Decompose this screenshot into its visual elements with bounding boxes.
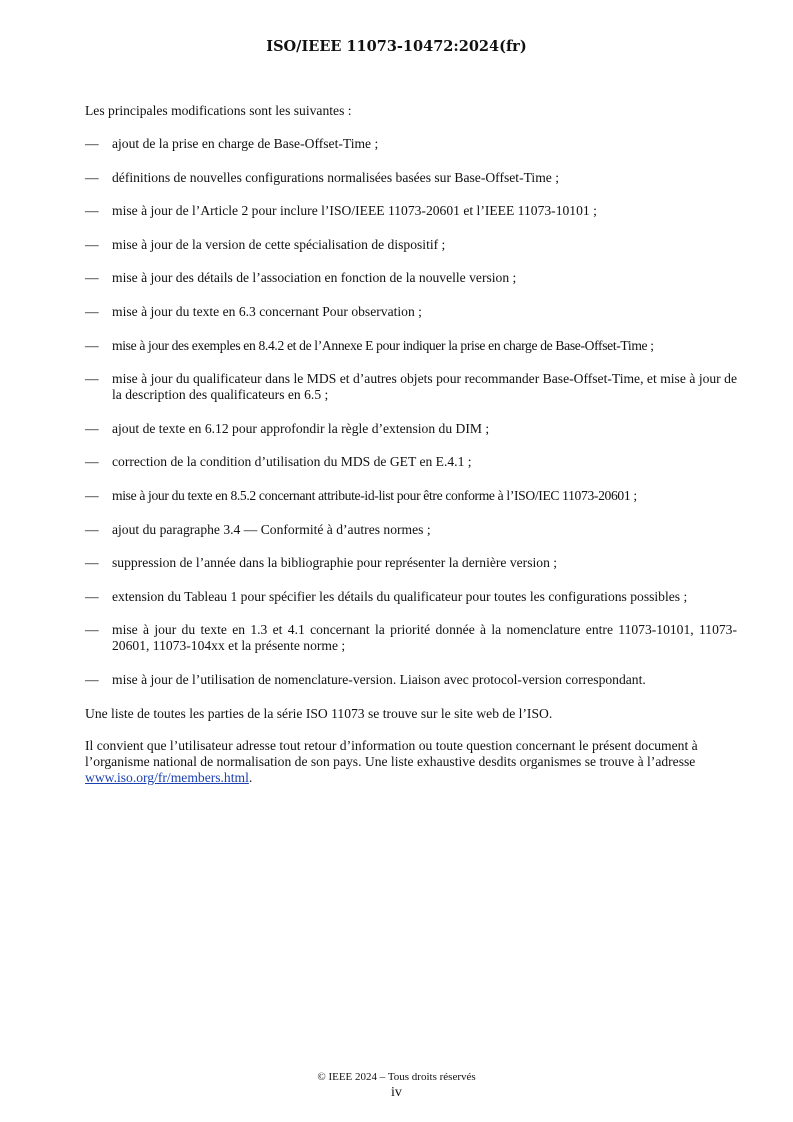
- copyright-notice: © IEEE 2024 – Tous droits réservés: [317, 1071, 476, 1083]
- dash-bullet: —: [85, 303, 99, 319]
- list-item: [85, 488, 737, 504]
- list-item: [85, 454, 737, 470]
- list-item-text: mise à jour de l’Article 2 pour inclure l’ISO/IEEE 11073-20601 et l’IEEE 11073-10101 ;: [112, 203, 597, 219]
- page-number: iv: [391, 1085, 402, 1100]
- list-item-text: mise à jour de l’utilisation de nomenclature-version. Liaison avec protocol-version correspondant.: [112, 671, 646, 687]
- feedback-text: Il convient que l’utilisateur adresse tout retour d’information ou toute question concernant le présent document à l’organisme national de normalisation de son pays. Une liste exhaustive desdits organismes se trouve à l’adresse: [85, 737, 698, 769]
- modifications-list: [85, 136, 737, 688]
- list-item-text: ajout de texte en 6.12 pour approfondir la règle d’extension du DIM ;: [112, 420, 490, 436]
- list-item-text: ajout de la prise en charge de Base-Offset-Time ;: [112, 136, 379, 151]
- list-item: [85, 304, 737, 320]
- iso-series-paragraph: Une liste de toutes les parties de la série ISO 11073 se trouve sur le site web de l’ISO.: [85, 705, 553, 721]
- list-item: [85, 672, 737, 688]
- dash-bullet: —: [85, 136, 99, 151]
- list-item: [85, 622, 737, 654]
- list-item: [85, 136, 737, 152]
- list-item-text: mise à jour de la version de cette spécialisation de dispositif ;: [112, 236, 446, 252]
- list-item-text: suppression de l’année dans la bibliographie pour représenter la dernière version ;: [112, 555, 558, 571]
- list-item-text: définitions de nouvelles configurations normalisées basées sur Base-Offset-Time ;: [112, 169, 559, 185]
- dash-bullet: —: [85, 521, 99, 537]
- members-link[interactable]: www.iso.org/fr/members.html: [85, 769, 249, 785]
- list-item-text: mise à jour des exemples en 8.4.2 et de l’Annexe E pour indiquer la prise en charge de Base-Offset-Time ;: [112, 337, 654, 353]
- document-header: ISO/IEEE 11073-10472:2024(fr): [266, 38, 527, 55]
- feedback-end: .: [248, 769, 253, 785]
- list-item-text: mise à jour du texte en 6.3 concernant Pour observation ;: [112, 303, 422, 319]
- intro-paragraph: Les principales modifications sont les suivantes :: [85, 103, 352, 118]
- dash-bullet: —: [85, 454, 99, 470]
- dash-bullet: —: [85, 270, 99, 286]
- list-item: [85, 371, 737, 403]
- list-item-text: mise à jour du texte en 1.3 et 4.1 concernant la priorité donnée à la nomenclature entre 11073-10101, 11073-20601, 11073-104xx et la présente norme ;: [112, 622, 737, 654]
- feedback-paragraph: [85, 738, 737, 786]
- list-item: [85, 522, 737, 538]
- page-footer: [0, 1071, 793, 1101]
- list-item: [85, 270, 737, 286]
- document-body: [85, 103, 737, 802]
- list-item: [85, 555, 737, 571]
- dash-bullet: —: [85, 588, 99, 604]
- list-item: [85, 203, 737, 219]
- list-item: [85, 589, 737, 605]
- dash-bullet: —: [85, 671, 99, 687]
- dash-bullet: —: [85, 203, 99, 219]
- dash-bullet: —: [85, 420, 99, 436]
- dash-bullet: —: [85, 487, 99, 503]
- list-item-text: mise à jour du qualificateur dans le MDS et d’autres objets pour recommander Base-Offset-Time, et mise à jour de la description des qualificateurs en 6.5 ;: [112, 371, 737, 403]
- list-item: [85, 338, 737, 354]
- list-item-text: mise à jour des détails de l’association en fonction de la nouvelle version ;: [112, 270, 517, 286]
- list-item: [85, 237, 737, 253]
- list-item-text: extension du Tableau 1 pour spécifier les détails du qualificateur pour toutes les configurations possibles ;: [112, 588, 688, 604]
- list-item-text: ajout du paragraphe 3.4 — Conformité à d’autres normes ;: [112, 521, 431, 537]
- dash-bullet: —: [85, 622, 99, 638]
- list-item-text: mise à jour du texte en 8.5.2 concernant attribute-id-list pour être conforme à l’ISO/IEC 11073-20601 ;: [112, 487, 637, 503]
- list-item-text: correction de la condition d’utilisation du MDS de GET en E.4.1 ;: [112, 454, 472, 470]
- dash-bullet: —: [85, 236, 99, 252]
- dash-bullet: —: [85, 555, 99, 571]
- dash-bullet: —: [85, 169, 99, 185]
- list-item: [85, 170, 737, 186]
- dash-bullet: —: [85, 371, 99, 387]
- list-item: [85, 421, 737, 437]
- dash-bullet: —: [85, 337, 99, 353]
